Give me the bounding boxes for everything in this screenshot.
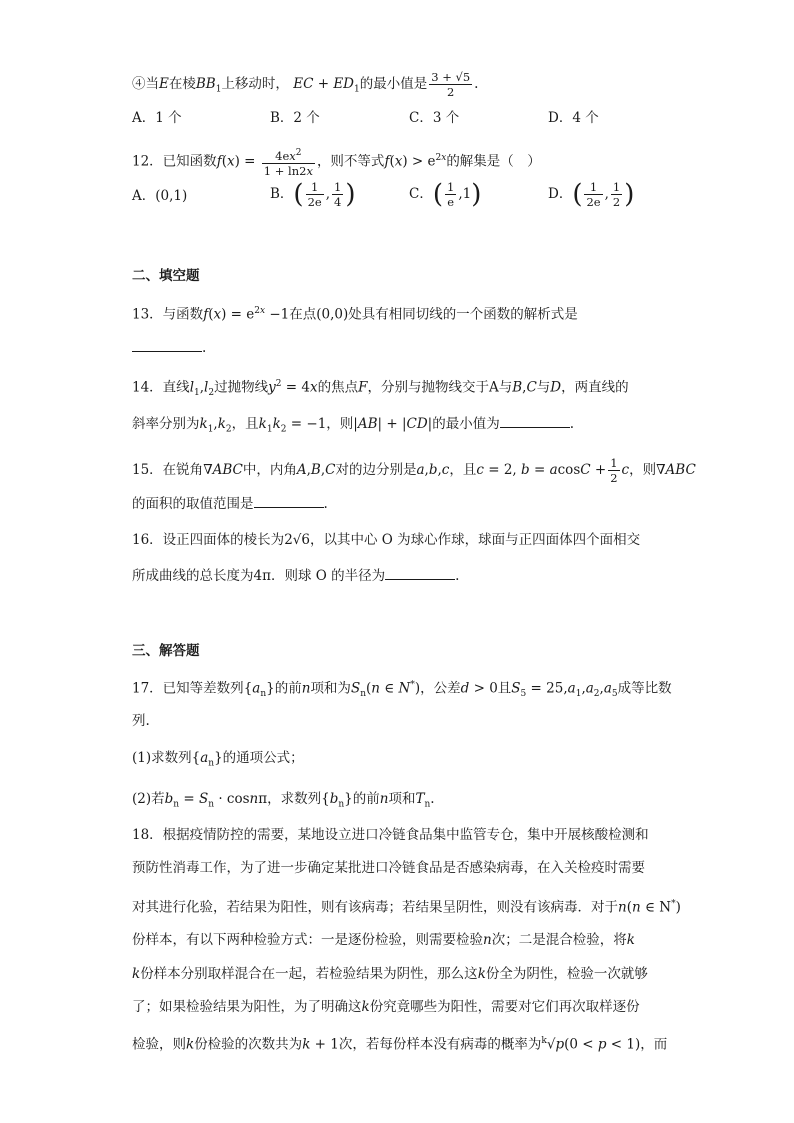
section-heading: 三、解答题 (132, 643, 200, 659)
option-b[interactable]: B．( $\frac{1}{2e}$ , $\frac{1}{4}$ ) (270, 179, 356, 210)
q18-line-3: 对其进行化验，若结果为阳性，则有该病毒；若结果呈阴性，则没有该病毒．对于n(n ∈ N*) (132, 899, 681, 916)
q17-line-1: 17．已知等差数列$\{a_n\}$的前n项和为$S_n(n$ ∈ N*)，公差d > 0且$S_5 = 25,a_1,a_2,a_5$成等比数 (132, 680, 672, 700)
q11-text: 在棱 (168, 76, 196, 92)
q16-line-2: 所成曲线的总长度为4π．则球 O 的半径为 . (132, 568, 460, 584)
q17-line-2: 列. (132, 713, 150, 729)
q13-stem: 13．与函数$f(x) = e^{2x} -1$在点(0,0)处具有相同切线的一个函数的解析式是 (132, 306, 578, 323)
option-c[interactable]: C．3 个 (409, 110, 460, 126)
q14-line-2: 斜率分别为$k_1,k_2$，且$k_1k_2 = -1$，则|AB| + |CD|的最小值为 . (132, 416, 575, 435)
q18-line-7: 检验，则k份检验的次数共为k + 1次，若每份样本没有病毒的概率为$^k$√p(0 < p < 1)，而 (132, 1036, 668, 1053)
q18-line-4: 份样本，有以下两种检验方式：一是逐份检验，则需要检验n次；二是混合检验，将k (132, 932, 635, 948)
option-a[interactable]: A．(0,1) (132, 188, 188, 204)
section-heading: 二、填空题 (132, 268, 200, 284)
q11-text: ④当 (132, 76, 159, 92)
q16-line-1: 16．设正四面体的棱长为2√6，以其中心 O 为球心作球，球面与正四面体四个面相交 (132, 532, 641, 548)
q15-line-2: 的面积的取值范围是 . (132, 496, 328, 512)
q18-line-1: 18．根据疫情防控的需要，某地设立进口冷链食品集中监管专仓，集中开展核酸检测和 (132, 827, 649, 843)
q18-line-2: 预防性消毒工作，为了进一步确定某批进口冷链食品是否感染病毒，在入关检疫时需要 (132, 860, 645, 876)
q12-stem: 12．已知函数f(x) = $\frac{4ex^2}{1 + \ln 2x}$ ，则不等式$f(x) > e^{2x}$的解集是（ ） (132, 148, 541, 178)
q14-line-1: 14．直线$l_1,l_2$过抛物线$y^2 = 4x$的焦点F，分别与抛物线交于A与B,C与D，两直线的 (132, 379, 629, 399)
q15-line-1: 15．在锐角∇ABC中，内角A,B,C对的边分别是a,b,c，且c = 2, b = acosC + $\frac{1}{2}$ c，则∇ABC (132, 456, 696, 485)
q12-options (132, 179, 732, 214)
option-b[interactable]: B．2 个 (270, 110, 320, 126)
option-c[interactable]: C．( $\frac{1}{e}$ ,1) (409, 179, 482, 210)
q17-part-2: (2)若$b_n = S_n \cdot \cos n\pi$，求数列$\{b_n\}$的前n项和$T_n$. (132, 791, 435, 810)
q11-statement-4: ④当E在棱$BB_1$上移动时， EC + $ED_1$的最小值是 $\frac{3 + √5}{2}$ . (132, 70, 479, 99)
q17-part-1: (1)求数列$\{a_n\}$的通项公式； (132, 750, 304, 769)
q11-text: 的最小值是 (359, 76, 428, 92)
q11-text: 上移动时， (221, 76, 289, 92)
option-d[interactable]: D．4 个 (548, 110, 599, 126)
option-d[interactable]: D．( $\frac{1}{2e}$ , $\frac{1}{2}$ ) (548, 179, 635, 210)
fraction: $\frac{4ex^2}{1 + \ln 2x}$ (263, 148, 313, 178)
q13-answer-blank[interactable]: . (132, 338, 206, 358)
q18-line-5: k份样本分别取样混合在一起，若检验结果为阴性，那么这k份全为阴性，检验一次就够 (132, 966, 648, 982)
fraction: $\frac{3 + √5}{2}$ (431, 70, 471, 99)
option-a[interactable]: A．1 个 (132, 110, 182, 126)
q18-line-6: 了；如果检验结果为阳性，为了明确这k份究竟哪些为阳性，需要对它们再次取样逐份 (132, 999, 640, 1015)
